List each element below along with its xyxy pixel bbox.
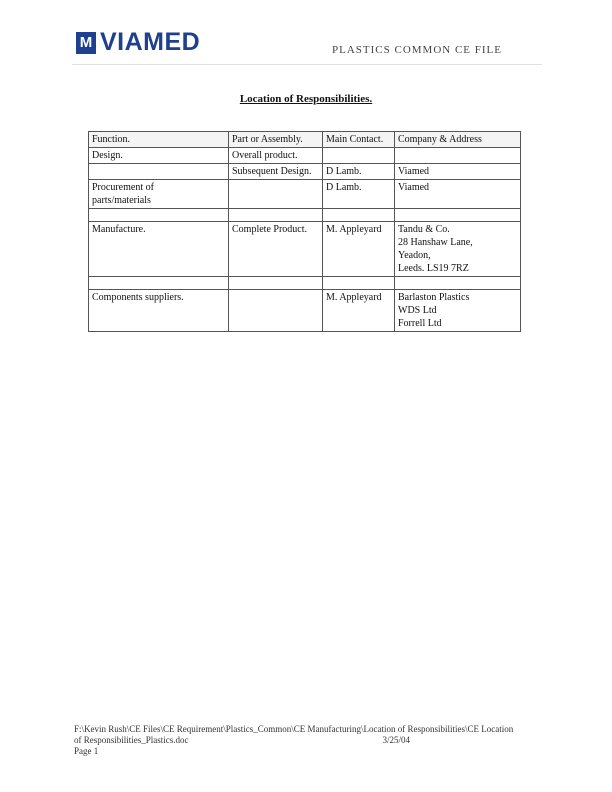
cell-text: Barlaston Plastics	[398, 292, 470, 303]
cell-function	[89, 180, 229, 209]
cell-part	[229, 180, 323, 209]
table-row	[89, 290, 521, 332]
cell-part	[229, 209, 323, 222]
cell-contact	[323, 148, 395, 164]
cell-text: Leeds. LS19 7RZ	[398, 263, 469, 274]
cell-company	[395, 164, 521, 180]
cell-company	[395, 277, 521, 290]
header-part: Part or Assembly.	[229, 132, 323, 148]
table-row	[89, 180, 521, 209]
cell-company	[395, 180, 521, 209]
cell-function	[89, 164, 229, 180]
cell-text: Overall product.	[232, 150, 298, 161]
cell-part	[229, 222, 323, 277]
cell-contact	[323, 180, 395, 209]
cell-company	[395, 290, 521, 332]
header-divider	[72, 64, 542, 65]
table-row	[89, 277, 521, 290]
cell-text: M. Appleyard	[326, 292, 382, 303]
cell-text: Components suppliers.	[92, 292, 184, 303]
cell-text: Viamed	[398, 166, 430, 177]
cell-contact	[323, 164, 395, 180]
cell-text: Design.	[92, 150, 123, 161]
cell-function	[89, 277, 229, 290]
file-title: PLASTICS COMMON CE FILE	[332, 44, 502, 56]
cell-contact	[323, 277, 395, 290]
cell-text: 28 Hanshaw Lane,	[398, 237, 473, 248]
header-company: Company & Address	[395, 132, 521, 148]
print-date: 3/25/04	[382, 735, 410, 745]
cell-contact	[323, 290, 395, 332]
viamed-logo	[76, 30, 200, 55]
cell-company	[395, 209, 521, 222]
header-function: Function.	[89, 132, 229, 148]
file-path-line-2: of Responsibilities_Plastics.doc	[74, 735, 189, 745]
document-heading: Location of Responsibilities.	[239, 93, 373, 105]
table-row	[89, 164, 521, 180]
cell-text: Yeadon,	[398, 250, 431, 261]
cell-text: parts/materials	[92, 195, 151, 206]
cell-part	[229, 148, 323, 164]
table-row	[89, 209, 521, 222]
cell-text: Manufacture.	[92, 224, 146, 235]
cell-text: D Lamb.	[326, 182, 362, 193]
cell-part	[229, 164, 323, 180]
cell-contact	[323, 209, 395, 222]
cell-text: Subsequent Design.	[232, 166, 312, 177]
viamed-logo-text: VIAMED	[100, 28, 201, 56]
cell-function	[89, 222, 229, 277]
cell-function	[89, 148, 229, 164]
cell-text: D Lamb.	[326, 166, 362, 177]
cell-contact	[323, 222, 395, 277]
cell-text: Procurement of	[92, 182, 154, 193]
cell-text: WDS Ltd	[398, 305, 437, 316]
responsibilities-table	[88, 131, 521, 332]
table-header-row	[89, 132, 521, 148]
cell-text: M. Appleyard	[326, 224, 382, 235]
cell-company	[395, 222, 521, 277]
page-number: Page 1	[74, 746, 99, 756]
cell-function	[89, 290, 229, 332]
page-footer	[74, 724, 514, 757]
cell-company	[395, 148, 521, 164]
file-path-line-1: F:\Kevin Rush\CE Files\CE Requirement\Plastics_Common\CE Manufacturing\Location of Responsibilities\CE Location	[74, 724, 514, 734]
viamed-logo-mark: M	[76, 32, 96, 54]
cell-text: Complete Product.	[232, 224, 307, 235]
table-row	[89, 222, 521, 277]
table-row	[89, 148, 521, 164]
cell-function	[89, 209, 229, 222]
cell-text: Tandu & Co.	[398, 224, 450, 235]
header-contact: Main Contact.	[323, 132, 395, 148]
cell-text: Viamed	[398, 182, 430, 193]
cell-part	[229, 277, 323, 290]
cell-part	[229, 290, 323, 332]
cell-text: Forrell Ltd	[398, 318, 442, 329]
